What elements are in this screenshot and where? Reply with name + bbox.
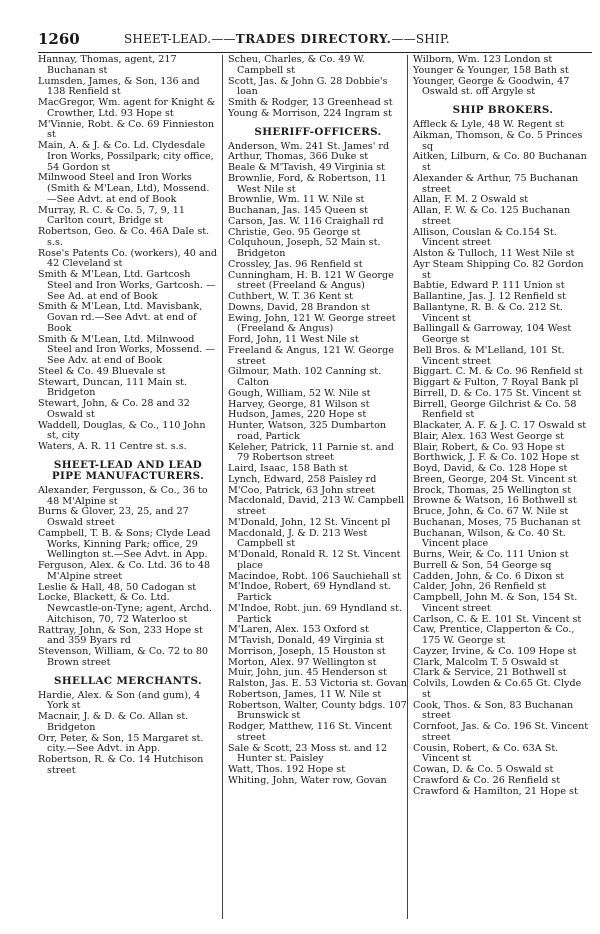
directory-entry: Murray, R. C. & Co. 5, 7, 9, 11 Carlton court, Bridge st: [38, 204, 186, 227]
directory-entry: Hudson, James, 220 Hope st: [228, 409, 367, 421]
directory-entry: Ralston, Jas. E. 53 Victoria st. Govan: [228, 678, 407, 689]
section-heading: SHIP BROKERS.: [452, 104, 554, 116]
directory-entry: Bell Bros. & M'Lelland, 101 St. Vincent street: [413, 344, 565, 367]
directory-entry: Muir, John, jun. 45 Henderson st: [228, 667, 387, 679]
running-head: SHEET-LEAD.——TRADES DIRECTORY.——SHIP.: [124, 32, 450, 46]
directory-entry: Crawford & Co. 26 Renfield st: [413, 774, 561, 786]
directory-entry: Colvils, Lowden & Co.65 Gt. Clyde st: [413, 678, 582, 700]
directory-entry: Borthwick, J. F. & Co. 102 Hope st: [413, 452, 580, 464]
directory-entry: Birrell, George Gilchrist & Co. 58 Renfield st: [413, 398, 577, 421]
page-header: [38, 30, 592, 53]
directory-entry: Blair, Alex. 163 West George st: [413, 430, 565, 442]
directory-entry: Hunter, Watson, 325 Dumbarton road, Partick: [228, 420, 387, 442]
directory-entry: Waters, A. R. 11 Centre st. s.s.: [38, 441, 187, 452]
column-left: [38, 55, 218, 777]
directory-entry: Scheu, Charles, & Co. 49 W. Campbell st: [228, 54, 365, 76]
directory-entry: Alexander & Arthur, 75 Buchanan street: [413, 172, 579, 195]
directory-entry: Ballantine, Jas. J. 12 Renfield st: [413, 291, 566, 302]
directory-entry: Clark, Malcolm T. 5 Oswald st: [413, 656, 559, 668]
directory-entry: Ewing, John, 121 W. George street (Freeland & Angus): [228, 312, 396, 335]
directory-entry: Arthur, Thomas, 366 Duke st: [228, 151, 369, 163]
directory-entry: Stevenson, William, & Co. 72 to 80 Brown street: [38, 646, 209, 668]
directory-entry: Blair, Robert, & Co. 93 Hope st: [413, 441, 565, 453]
directory-entry: Brownlie, Wm. 11 W. Nile st: [228, 194, 365, 206]
directory-entry: Robertson, James, 11 W. Nile st: [228, 688, 382, 700]
directory-entry: Milnwood Steel and Iron Works (Smith & M'Lean, Ltd), Mossend.—See Advt. at end of Book: [38, 172, 210, 205]
directory-entry: Keleher, Patrick, 11 Parnie st. and 79 Robertson street: [228, 441, 394, 464]
directory-entry: Morrison, Joseph, 15 Houston st: [228, 645, 386, 657]
directory-entry: Breen, George, 204 St. Vincent st: [413, 473, 577, 485]
directory-entry: Anderson, Wm. 241 St. James' rd: [228, 140, 390, 152]
section-heading: SHERIFF-OFFICERS.: [254, 125, 382, 138]
directory-entry: Biggart & Fulton, 7 Royal Bank pl: [413, 377, 579, 388]
directory-entry: Beale & M'Tavish, 49 Virginia st: [228, 162, 386, 173]
directory-entry: Colquhoun, Joseph, 52 Main st. Bridgeton: [228, 237, 381, 259]
column-divider: [222, 55, 223, 919]
directory-entry: Lynch, Edward, 258 Paisley rd: [228, 473, 377, 485]
directory-entry: Freeland & Angus, 121 W. George street: [228, 344, 394, 367]
directory-entry: Younger, George & Goodwin, 47 Oswald st. off Argyle st: [413, 75, 570, 98]
section-heading: SHEET-LEAD AND LEAD PIPE MANUFACTURERS.: [51, 458, 205, 482]
directory-entry: Babtie, Edward P. 111 Union st: [413, 280, 565, 292]
directory-entry: Macindoe, Robt. 106 Sauchiehall st: [228, 570, 401, 582]
column-divider: [407, 55, 408, 919]
directory-entry: Robertson, Walter, County bdgs. 107 Brunswick st: [228, 699, 407, 722]
directory-entry: Locke, Blackett, & Co. Ltd. Newcastle-on-Tyne; agent, Archd. Aitchison, 70, 72 Waterloo st: [38, 592, 212, 625]
directory-entry: Sale & Scott, 23 Moss st. and 12 Hunter st. Paisley: [228, 742, 388, 765]
directory-entry: Campbell, John M. & Son, 154 St. Vincent street: [413, 592, 578, 614]
section-heading: SHELLAC MERCHANTS.: [54, 674, 202, 687]
directory-entry: Steel & Co. 49 Bluevale st: [38, 365, 166, 377]
column-middle: [228, 55, 408, 787]
directory-entry: Caw, Prentice, Clapperton & Co., 175 W. George st: [413, 624, 575, 646]
directory-entry: Bruce, John, & Co. 67 W. Nile st: [413, 506, 569, 517]
directory-entry: Blackater, A. F. & J. C. 17 Oswald st: [413, 420, 587, 431]
directory-entry: Cornfoot, Jas. & Co. 196 St. Vincent street: [413, 721, 589, 743]
directory-entry: Whiting, John, Water row, Govan: [228, 774, 387, 786]
directory-entry: Cook, Thos. & Son, 83 Buchanan street: [413, 699, 574, 722]
directory-entry: Cousin, Robert, & Co. 63A St. Vincent st: [413, 742, 559, 765]
directory-entry: Clark & Service, 21 Bothwell st: [413, 667, 567, 679]
directory-entry: Lumsden, James, & Son, 136 and 138 Renfield st: [38, 75, 200, 98]
directory-entry: Gough, William, 52 W. Nile st: [228, 387, 371, 399]
directory-entry: Burns & Glover, 23, 25, and 27 Oswald street: [38, 506, 189, 528]
directory-entry: Macdonald, J. & D. 213 West Campbell st: [228, 527, 368, 550]
directory-entry: M'Indoe, Robt. jun. 69 Hyndland st. Partick: [228, 602, 402, 625]
directory-entry: Calder, John, 26 Renfield st: [413, 581, 547, 593]
directory-entry: Macdonald, David, 213 W. Campbell street: [228, 495, 405, 517]
directory-entry: Alston & Tulloch, 11 West Nile st: [413, 248, 575, 259]
directory-entry: Gilmour, Math. 102 Canning st. Calton: [228, 366, 382, 388]
directory-entry: Rattray, John, & Son, 233 Hope st and 359 Byars rd: [38, 624, 203, 647]
directory-entry: Cunningham, H. B. 121 W George street (Freeland & Angus): [228, 269, 394, 292]
directory-entry: Robertson, Geo. & Co. 46A Dale st. s.s.: [38, 226, 210, 248]
directory-entry: Cuthbert, W. T. 36 Kent st: [228, 291, 353, 302]
directory-entry: Boyd, David, & Co. 128 Hope st: [413, 463, 568, 474]
page-number: 1260: [38, 30, 80, 48]
directory-entry: Smith & M'Lean, Ltd. Milnwood Steel and Iron Works, Mossend. —See Adv. at end of Book: [38, 333, 215, 366]
directory-entry: Macnair, J. & D. & Co. Allan st. Bridgeton: [38, 711, 189, 733]
directory-entry: Orr, Peter, & Son, 15 Margaret st. city.—See Advt. in App.: [38, 732, 204, 755]
directory-entry: Waddell, Douglas, & Co., 110 John st, city: [38, 419, 206, 442]
directory-entry: MacGregor, Wm. agent for Knight & Crowther, Ltd. 93 Hope st: [38, 97, 216, 119]
directory-entry: Carson, Jas. W. 116 Craighall rd: [228, 215, 384, 227]
directory-entry: Crawford & Hamilton, 21 Hope st: [413, 785, 578, 797]
directory-entry: Smith & M'Lean, Ltd. Gartcosh Steel and Iron Works, Gartcosh. —See Ad. at end of Book: [38, 269, 216, 302]
directory-entry: Rodger, Matthew, 116 St. Vincent street: [228, 721, 392, 743]
directory-entry: Ferguson, Alex. & Co. Ltd. 36 to 48 M'Alpine street: [38, 560, 211, 582]
directory-entry: Stewart, John, & Co. 28 and 32 Oswald st: [38, 398, 190, 420]
directory-entry: Hardie, Alex. & Son (and gum), 4 York st: [38, 689, 201, 712]
directory-entry: Ford, John, 11 West Nile st: [228, 334, 359, 345]
directory-entry: Rose's Patents Co. (workers), 40 and 42 Cleveland st: [38, 247, 217, 270]
directory-entry: Campbell, T. B. & Sons; Clyde Lead Works, Kinning Park; office, 29 Wellington st.—See Advt. in App.: [38, 527, 211, 561]
directory-entry: Buchanan, Wilson, & Co. 40 St. Vincent place: [413, 527, 566, 550]
directory-entry: M'Vinnie, Robt. & Co. 69 Finnieston st: [38, 118, 215, 141]
directory-entry: Main, A. & J. & Co. Ld. Clydesdale Iron Works, Possilpark; city office, 54 Gordon st: [38, 140, 214, 173]
directory-entry: Cadden, John, & Co. 6 Dixon st: [413, 570, 565, 582]
column-right: [413, 55, 593, 797]
directory-entry: Burns, Weir, & Co. 111 Union st: [413, 549, 569, 560]
directory-entry: Brownlie, Ford, & Robertson, 11 West Nile st: [228, 172, 387, 195]
directory-entry: Browne & Watson, 16 Bothwell st: [413, 495, 577, 507]
directory-entry: Birrell, D. & Co. 175 St. Vincent st: [413, 387, 582, 399]
directory-entry: Scott, Jas. & John G. 28 Dobbie's loan: [228, 75, 388, 98]
directory-entry: Laird, Isaac, 158 Bath st: [228, 463, 348, 474]
directory-entry: Leslie & Hall, 48, 50 Cadogan st: [38, 581, 197, 593]
directory-entry: Harvey, George, 81 Wilson st: [228, 398, 370, 410]
directory-entry: M'Donald, Ronald R. 12 St. Vincent place: [228, 549, 401, 571]
directory-entry: M'Coo, Patrick, 63 John street: [228, 484, 375, 496]
directory-entry: Cowan, D. & Co. 5 Oswald st: [413, 764, 554, 775]
directory-entry: Cayzer, Irvine, & Co. 109 Hope st: [413, 645, 577, 657]
directory-entry: Ballingall & Garroway, 104 West George st: [413, 323, 572, 345]
directory-entry: Smith & Rodger, 13 Greenhead st: [228, 97, 393, 108]
directory-entry: Ballantyne, R. B. & Co. 212 St. Vincent st: [413, 301, 563, 324]
directory-entry: M'Tavish, Donald, 49 Virginia st: [228, 635, 384, 646]
directory-entry: Alexander, Fergusson, & Co., 36 to 48 M'Alpine st: [38, 484, 208, 507]
directory-entry: Allison, Couslan & Co.154 St. Vincent street: [413, 226, 557, 249]
directory-entry: Morton, Alex. 97 Wellington st: [228, 656, 377, 668]
directory-entry: Allan, F. W. & Co. 125 Buchanan street: [413, 205, 571, 227]
directory-entry: Aikman, Thomson, & Co. 5 Princes sq: [413, 129, 583, 152]
directory-entry: Hannay, Thomas, agent, 217 Buchanan st: [38, 54, 177, 76]
running-head-left: SHEET-LEAD.: [124, 32, 212, 46]
directory-entry: Christie, Geo. 95 George st: [228, 226, 361, 238]
running-head-title: TRADES DIRECTORY.: [235, 32, 392, 46]
directory-entry: Biggart. C. M. & Co. 96 Renfield st: [413, 366, 583, 378]
directory-entry: Wilborn, Wm. 123 London st: [413, 54, 553, 65]
directory-entry: Young & Morrison, 224 Ingram st: [228, 107, 392, 119]
directory-entry: Carlson, C. & E. 101 St. Vincent st: [413, 613, 582, 625]
directory-entry: M'Donald, John, 12 St. Vincent pl: [228, 516, 391, 528]
directory-entry: Watt, Thos. 192 Hope st: [228, 764, 346, 775]
directory-entry: Stewart, Duncan, 111 Main st. Bridgeton: [38, 376, 188, 399]
directory-entry: Downs, David, 28 Brandon st: [228, 301, 370, 313]
directory-entry: M'Laren, Alex. 153 Oxford st: [228, 624, 369, 636]
directory-entry: Younger & Younger, 158 Bath st: [413, 64, 569, 76]
directory-entry: Ayr Steam Shipping Co. 82 Gordon st: [413, 258, 584, 281]
directory-entry: Aitken, Lilburn, & Co. 80 Buchanan st: [413, 151, 587, 173]
directory-entry: Robertson, R. & Co. 14 Hutchison street: [38, 754, 204, 776]
directory-entry: Affleck & Lyle, 48 W. Regent st: [413, 119, 564, 130]
directory-entry: Brock, Thomas, 25 Wellington st: [413, 484, 572, 496]
directory-entry: Buchanan, Moses, 75 Buchanan st: [413, 516, 581, 528]
directory-entry: Burrell & Son, 54 George sq: [413, 559, 552, 571]
running-head-right: SHIP.: [415, 32, 450, 46]
directory-entry: Crossley, Jas. 96 Renfield st: [228, 258, 363, 270]
directory-entry: Buchanan, Jas. 145 Queen st: [228, 205, 369, 216]
directory-entry: M'Indoe, Robert, 69 Hyndland st. Partick: [228, 581, 391, 603]
directory-entry: Allan, F. M. 2 Oswald st: [413, 194, 529, 206]
directory-entry: Smith & M'Lean, Ltd. Mavisbank, Govan rd.—See Advt. at end of Book: [38, 301, 203, 334]
